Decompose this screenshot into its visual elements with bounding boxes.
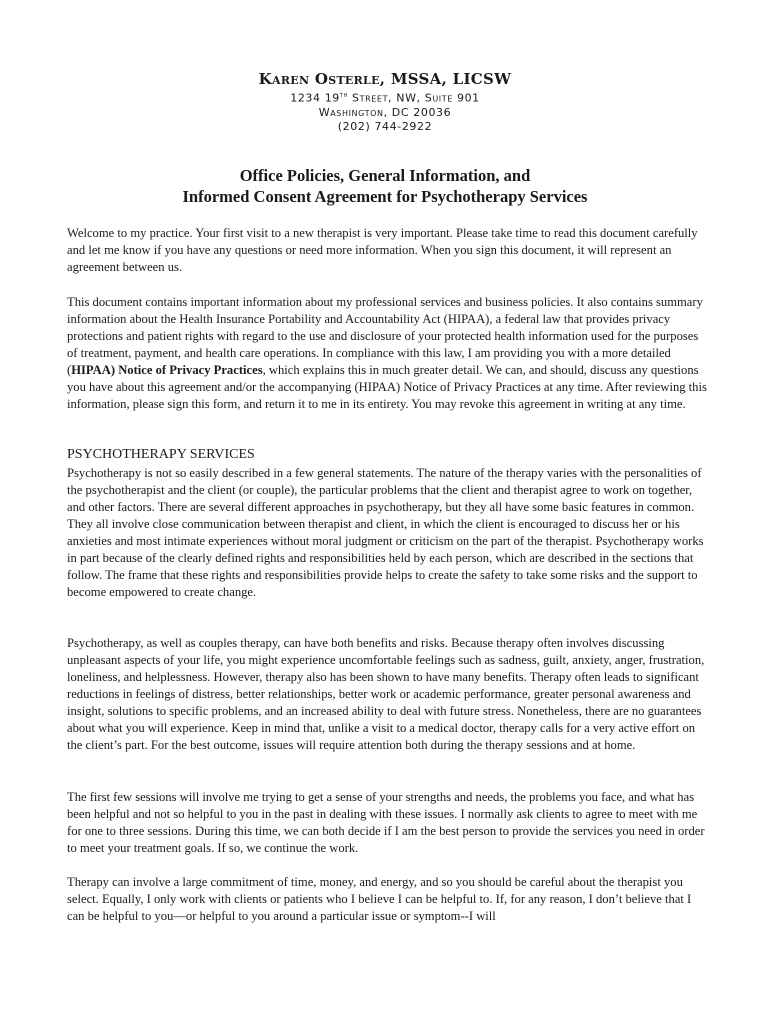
benefits-risks-paragraph: Psychotherapy, as well as couples therapy, can have both benefits and risks. Because therapy often involves discussing unpleasant aspects of your life, you might experience uncomfortable feelings such as sadness, guilt, anxiety, anger, frustration, loneliness, and helplessness. However, therapy also has been shown to have many benefits. Therapy often leads to significant reductions in feelings of distress, better relationships, better work or academic performance, greater personal awareness and insight, solutions to specific problems, and an increased ability to deal with future stress. Nonetheless, there are no guarantees about what you will experience. Keep in mind that, unlike a visit to a medical doctor, therapy calls for a very active effort on the client’s part. For the best outcome, issues will require attention both during the therapy sessions and at home.	[67, 636, 705, 752]
hipaa-notice-bold: HIPAA) Notice of Privacy Practices	[71, 363, 263, 377]
document-title	[0, 165, 770, 207]
title-line-1: Office Policies, General Information, and	[239, 166, 531, 185]
hipaa-text-part-1: This document contains important information about my professional services and business policies. It also contains summary information about the Health Insurance Portability and Accountability Act (HIPAA), a federal law that provides privacy protections and patient rights with regard to the use and disclosure of your protected health information used for the purposes of treatment, payment, and health care operations. In compliance with this law, I am providing you with a more detailed (	[67, 295, 703, 377]
street-number: 1234 19	[290, 91, 340, 105]
psychotherapy-paragraph: Psychotherapy is not so easily described in a few general statements. The nature of the therapy varies with the personalities of the psychotherapist and the client (or couple), the particular problems that the client and therapist agree to work on together, and other factors. There are several different approaches in psychotherapy, but they all have some basic features in common. They all involve close communication between therapist and client, in which the client is encouraged to discuss her or his anxieties and most intimate experiences without moral judgment or criticism on the part of the therapist. Psychotherapy works in part because of the clearly defined rights and responsibilities held by each person, which are described in the sections that follow. The frame that these rights and responsibilities provide helps to create the safety to take some risks and the support to become empowered to create change.	[67, 466, 704, 599]
city-address: Washington, DC 20036	[318, 105, 452, 119]
title-line-2: Informed Consent Agreement for Psychotherapy Services	[182, 187, 588, 206]
practitioner-name: Karen Osterle, MSSA, LICSW	[258, 70, 512, 88]
street-address	[0, 88, 770, 106]
first-sessions-paragraph: The first few sessions will involve me trying to get a sense of your strengths and needs, the problems you face, and what has been helpful and not so helpful to you in the past in dealing with these issues. I normally ask clients to agree to meet with me for one to three sessions. During this time, we can both decide if I am the best person to provide the services you need in order to meet your treatment goals. If so, we continue the work.	[67, 790, 705, 855]
commitment-paragraph: Therapy can involve a large commitment of time, money, and energy, and so you should be careful about the therapist you select. Equally, I only work with clients or patients who I believe I can be helpful to. If, for any reason, I don’t believe that I can be helpful to you—or helpful to you around a particular issue or symptom--I will	[67, 875, 692, 923]
ordinal-suffix: th	[339, 91, 348, 99]
letterhead	[0, 70, 770, 134]
phone-number: (202) 744-2922	[337, 119, 433, 133]
hipaa-text-part-2: , which explains this in much greater detail. We can, and should, discuss any questions you have about this agreement and/or the accompanying (HIPAA) Notice of Privacy Practices at any time. After reviewing this information, please sign this form, and return it to me in its entirety. You may revoke this agreement in writing at any time.	[67, 363, 707, 411]
hipaa-info-paragraph	[67, 294, 707, 413]
section-heading-psychotherapy-services: PSYCHOTHERAPY SERVICES	[67, 447, 255, 462]
street-name: Street, NW, Suite 901	[347, 91, 480, 105]
welcome-paragraph: Welcome to my practice. Your first visit to a new therapist is very important. Please take time to read this document carefully and let me know if you have any questions or need more information. When you sign this document, it will represent an agreement between us.	[67, 226, 698, 274]
